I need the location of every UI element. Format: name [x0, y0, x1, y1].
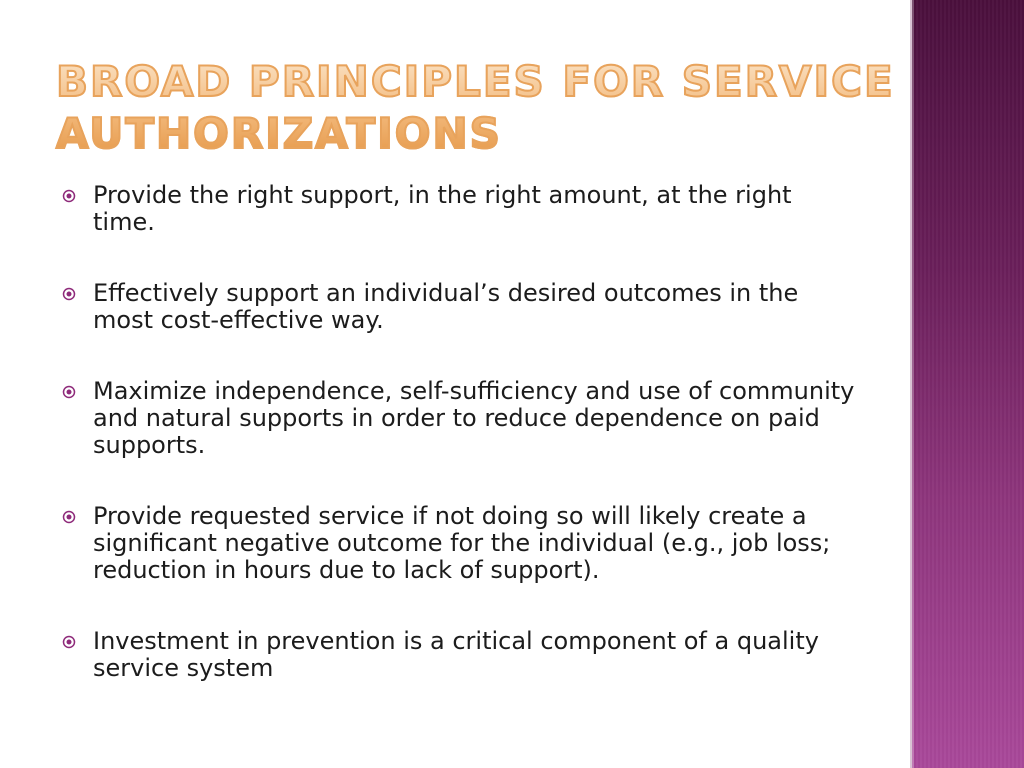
circled-dot-icon	[62, 189, 76, 203]
circled-dot-icon	[62, 510, 76, 524]
bullet-text: Investment in prevention is a critical component of a quality service system	[93, 627, 819, 682]
bullet-item	[60, 628, 860, 682]
bullet-item	[60, 378, 860, 459]
circled-dot-icon	[62, 635, 76, 649]
bullet-text: Provide the right support, in the right amount, at the right time.	[93, 181, 792, 236]
slide-title: BROAD PRINCIPLES FOR SERVICE AUTHORIZATIONS	[56, 57, 895, 158]
bullet-list	[60, 182, 860, 726]
bullet-item	[60, 503, 860, 584]
bullet-text: Maximize independence, self-sufficiency and use of community and natural supports in order to reduce dependence on paid supports.	[93, 377, 855, 459]
bullet-text: Provide requested service if not doing so will likely create a significant negative outcome for the individual (e.g., job loss; reduction in hours due to lack of support).	[93, 502, 831, 584]
bullet-text: Effectively support an individual’s desired outcomes in the most cost-effective way.	[93, 279, 799, 334]
bullet-item	[60, 182, 860, 236]
circled-dot-icon	[62, 287, 76, 301]
decorative-side-bar	[912, 0, 1024, 768]
circled-dot-icon	[62, 385, 76, 399]
bullet-item	[60, 280, 860, 334]
